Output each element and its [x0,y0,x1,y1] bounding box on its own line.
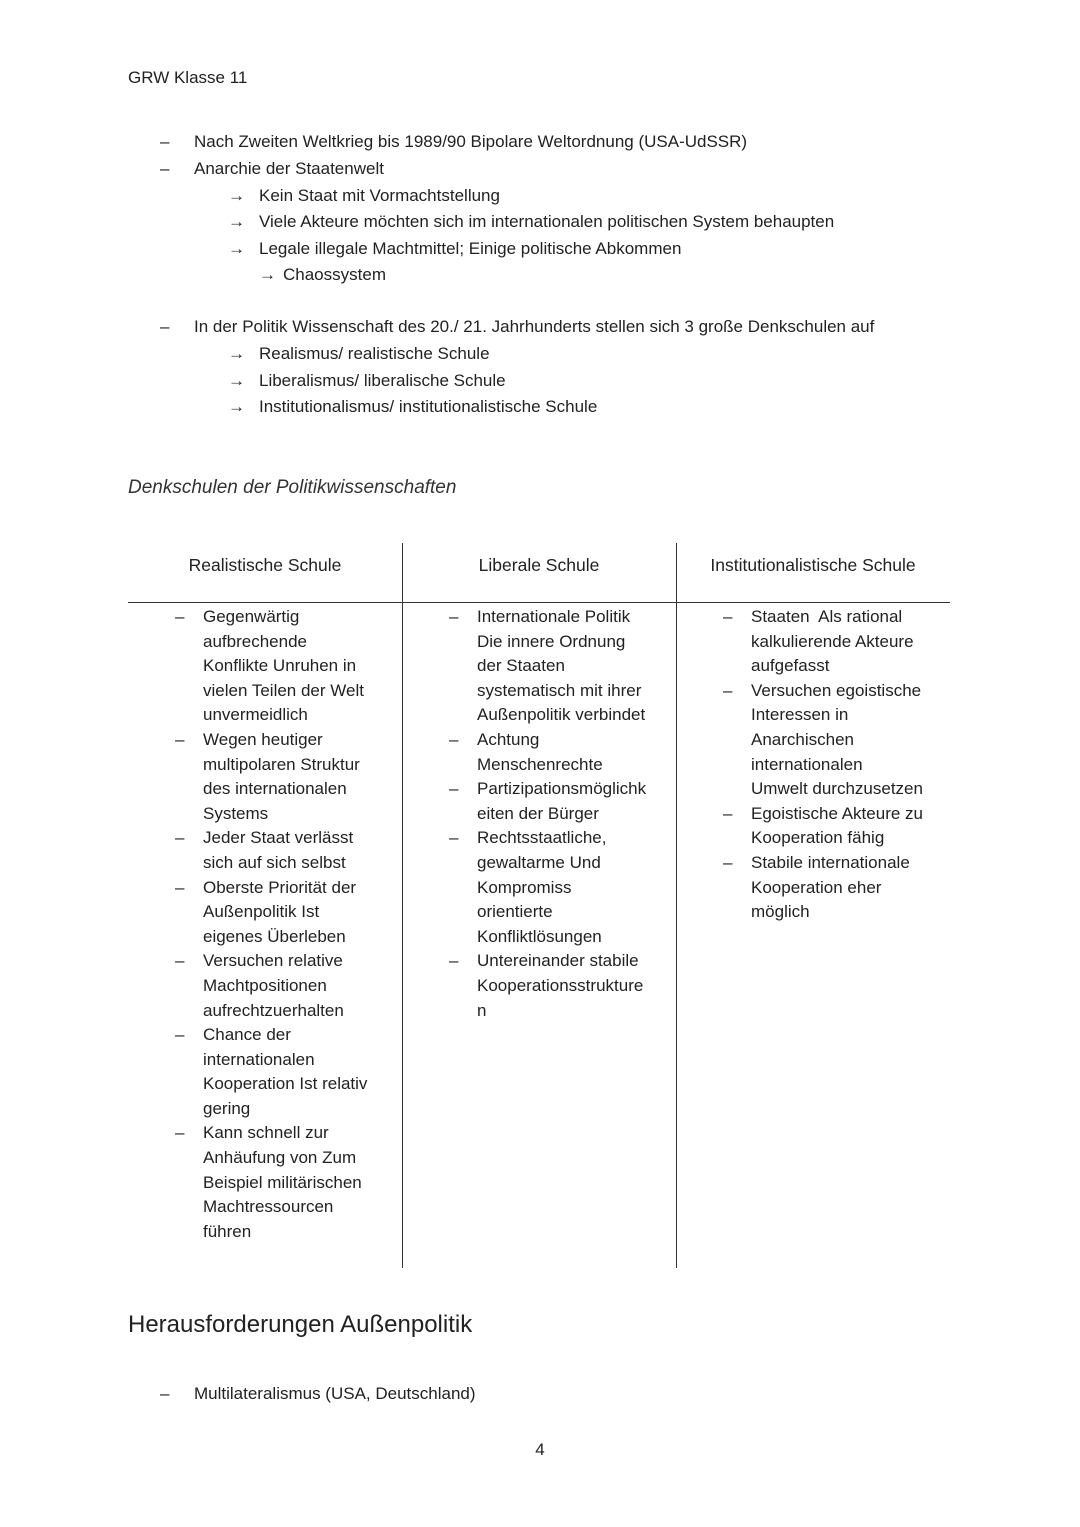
table-list-item [449,777,646,826]
bullet-dash: – [160,1384,170,1403]
arrow-text: Viele Akteure möchten sich im internationalen politischen System behaupten [259,212,835,231]
bullet-text: Multilateralismus (USA, Deutschland) [194,1384,476,1403]
bullet-dash: – [449,607,459,626]
arrow-icon: → [228,212,245,231]
bullet-dash: – [175,729,185,749]
arrow-icon: → [228,344,245,363]
arrow-icon: → [228,371,245,390]
table-list-item [723,851,923,925]
table-item-text: Staaten Als rational kalkulierende Akteure aufgefasst [751,607,914,676]
table-list-item [723,802,923,851]
table-item-text: Egoistische Akteure zu Kooperation fähig [751,803,923,848]
table-list-item [175,728,367,826]
bullet-text: In der Politik Wissenschaft des 20./ 21. Jahrhunderts stellen sich 3 große Denkschulen auf [194,317,875,336]
column-header: Realistische Schule [188,555,342,575]
bullet-dash: – [175,1123,185,1143]
arrow-text: Chaossystem [283,265,386,284]
table-list-item [449,605,646,728]
bullet-text: Nach Zweiten Weltkrieg bis 1989/90 Bipolare Weltordnung (USA-UdSSR) [194,132,748,151]
column-divider [676,543,677,1268]
arrow-icon: → [228,397,245,416]
bullet-dash: – [449,729,459,749]
bullet-dash: – [723,680,733,700]
table-item-text: Chance der internationalen Kooperation Ist relativ gering [203,1025,368,1118]
bullet-dash: – [449,951,459,971]
bullet-text: Anarchie der Staatenwelt [194,159,384,178]
table-item-text: Achtung Menschenrechte [477,729,603,774]
bullet-dash: – [449,779,459,799]
table-list-item [449,949,646,1023]
bullet-dash: – [160,132,170,151]
arrow-text: Institutionalismus/ institutionalistische Schule [259,397,598,416]
section-heading: Herausforderungen Außenpolitik [128,1311,473,1338]
bullet-dash: – [175,828,185,848]
table-item-text: Kann schnell zur Anhäufung von Zum Beispiel militärischen Machtressourcen führen [203,1123,362,1241]
table-item-text: Rechtsstaatliche, gewaltarme Und Kompromiss orientierte Konfliktlösungen [477,828,607,946]
bullet-dash: – [175,607,185,626]
table-list-item [723,679,923,802]
bullet-dash: – [175,1025,185,1045]
table-item-text: Versuchen relative Machtpositionen aufrechtzuerhalten [203,951,344,1020]
table-list-item [175,1023,367,1121]
arrow-text: Realismus/ realistische Schule [259,344,490,363]
arrow-icon: → [259,265,276,284]
table-item-text: Partizipationsmöglichk eiten der Bürger [477,779,647,823]
page-number: 4 [535,1440,545,1459]
bullet-dash: – [160,159,170,178]
table-list-item [175,1121,367,1244]
table-list-item [449,826,646,949]
table-item-text: Wegen heutiger multipolaren Struktur des internationalen Systems [203,729,360,823]
header-rule [128,602,950,603]
column-header: Liberale Schule [478,555,600,575]
table-item-text: Versuchen egoistische Interessen in Anarchischen internationalen Umwelt durchzusetzen [751,680,923,799]
column-header: Institutionalistische Schule [710,555,916,575]
table-list-item [175,949,367,1023]
table-list-item [723,605,923,679]
arrow-text: Kein Staat mit Vormachtstellung [259,186,500,205]
table-item-text: Internationale Politik Die innere Ordnung der Staaten systematisch mit ihrer Außenpolitik verbindet [477,607,646,725]
bullet-dash: – [723,852,733,872]
table-list-item [175,826,367,875]
table-item-text: Stabile internationale Kooperation eher möglich [751,852,910,922]
table-item-text: Gegenwärtig aufbrechende Konflikte Unruhen in vielen Teilen der Welt unvermeidlich [203,607,364,725]
column-liberal [449,605,646,1023]
table-item-text: Jeder Staat verlässt sich auf sich selbst [203,828,354,872]
page-header: GRW Klasse 11 [128,68,248,87]
bullet-dash: – [723,607,733,626]
column-realistic [175,605,367,1244]
arrow-text: Liberalismus/ liberalische Schule [259,371,506,390]
table-list-item [175,605,367,728]
column-institutional [723,605,923,925]
bullet-dash: – [723,803,733,823]
table-item-text: Untereinander stabile Kooperationsstrukture n [477,951,644,1020]
table-item-text: Oberste Priorität der Außenpolitik Ist eigenes Überleben [203,877,357,946]
bullet-dash: – [175,951,185,971]
arrow-text: Legale illegale Machtmittel; Einige politische Abkommen [259,239,682,258]
bullet-dash: – [160,317,170,336]
bullet-dash: – [175,877,185,897]
bullet-dash: – [449,828,459,848]
column-divider [402,543,403,1268]
table-list-item [175,876,367,950]
table-list-item [449,728,646,777]
section-heading-italic: Denkschulen der Politikwissenschaften [128,477,457,498]
arrow-icon: → [228,186,245,205]
arrow-icon: → [228,239,245,258]
